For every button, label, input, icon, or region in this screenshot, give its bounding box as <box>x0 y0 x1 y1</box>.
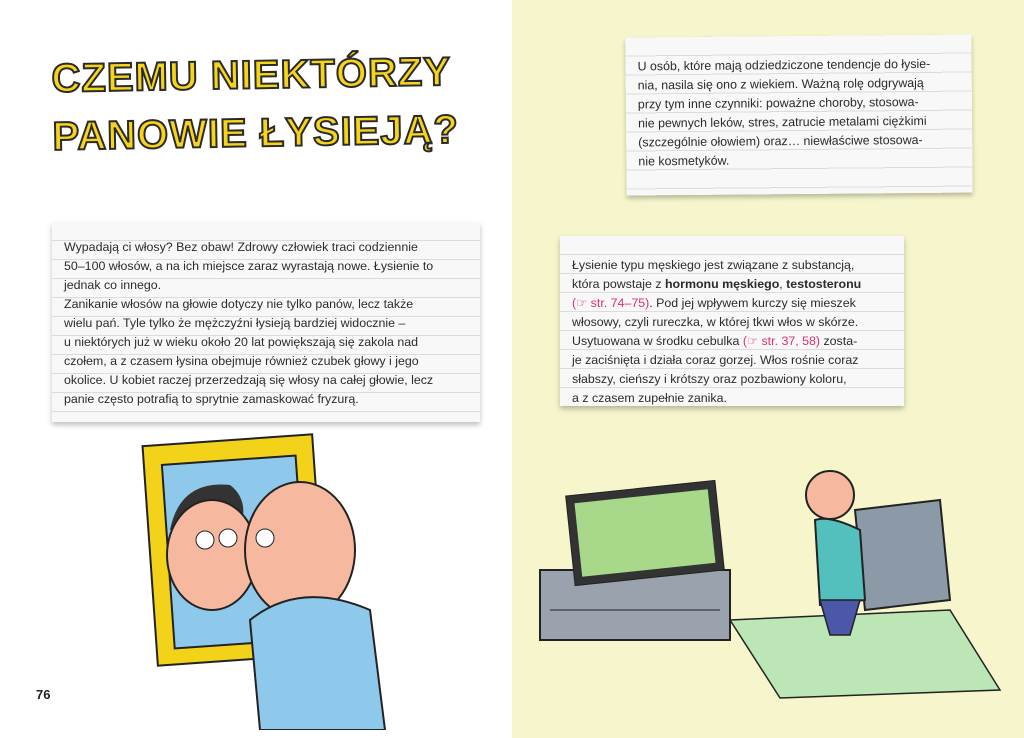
note-line: przy tym inne czynniki: poważne choroby, stosowa- <box>637 94 919 112</box>
text: zosta- <box>820 334 858 348</box>
bold-term: hormonu męskiego <box>664 277 780 291</box>
note-line: je zaciśnięta i działa coraz gorzej. Włos rośnie coraz <box>572 353 859 367</box>
page-reference[interactable]: (☞ str. 37, 58) <box>742 334 821 348</box>
note-line: wielu pań. Tyle tylko że mężczyźni łysieją bardziej widocznie – <box>64 316 406 330</box>
note-line: nie kosmetyków. <box>638 153 730 169</box>
note-line: a z czasem zupełnie zanika. <box>572 391 727 405</box>
top-right-note <box>625 34 972 195</box>
note-line: Wypadają ci włosy? Bez obaw! Zdrowy człowiek traci codziennie <box>64 240 418 254</box>
note-line: słabszy, cieńszy i krótszy oraz pozbawiony koloru, <box>572 372 847 386</box>
note-line <box>572 294 892 313</box>
note-line: nie pewnych leków, stres, zatrucie metalami ciężkimi <box>638 113 927 131</box>
note-line: okolice. U kobiet raczej przerzedzają się włosy na całej głowie, lecz <box>64 373 434 387</box>
left-note <box>52 222 480 422</box>
note-line: włosowy, czyli rureczka, w której tkwi włos w skórze. <box>572 315 859 329</box>
note-line <box>572 275 892 294</box>
note-line: u niektórych już w wieku około 20 lat powiększają się zakola nad <box>64 335 419 349</box>
page-reference[interactable]: (☞ str. 74–75) <box>572 296 650 310</box>
tv-illustration <box>530 460 1020 700</box>
mirror-illustration <box>140 430 400 730</box>
note-line: jednak co innego. <box>64 278 162 292</box>
note-line: czołem, a z czasem łysina obejmuje również czubek głowy i jego <box>64 354 419 368</box>
note-line: Zanikanie włosów na głowie dotyczy nie tylko panów, lecz także <box>64 297 414 311</box>
note-line: U osób, które mają odziedziczone tendencje do łysie- <box>637 56 931 74</box>
note-line: Łysienie typu męskiego jest związane z substancją, <box>572 258 855 272</box>
text: . Pod jej wpływem kurczy się mieszek <box>649 296 856 310</box>
text: która powstaje z <box>572 277 665 291</box>
title-line-2: PANOWIE ŁYSIEJĄ? <box>52 107 460 159</box>
note-line: 50–100 włosów, a na ich miejsce zaraz wyrastają nowe. Łysienie to <box>64 259 434 273</box>
page-number: 76 <box>36 687 51 702</box>
mid-right-note <box>560 236 904 406</box>
text: , <box>779 277 787 291</box>
page-title <box>51 42 493 166</box>
title-line-1: CZEMU NIEKTÓRZY <box>51 49 452 101</box>
text: Usytuowana w środku cebulka <box>572 334 743 348</box>
note-line: nia, nasila się ono z wiekiem. Ważną rolę odgrywają <box>637 75 924 93</box>
note-line: (szczególnie ołowiem) oraz… niewłaściwe stosowa- <box>638 132 923 150</box>
note-line <box>572 332 892 351</box>
note-line: panie często potrafią to sprytnie zamaskować fryzurą. <box>64 392 359 406</box>
bold-term: testosteronu <box>786 277 862 291</box>
